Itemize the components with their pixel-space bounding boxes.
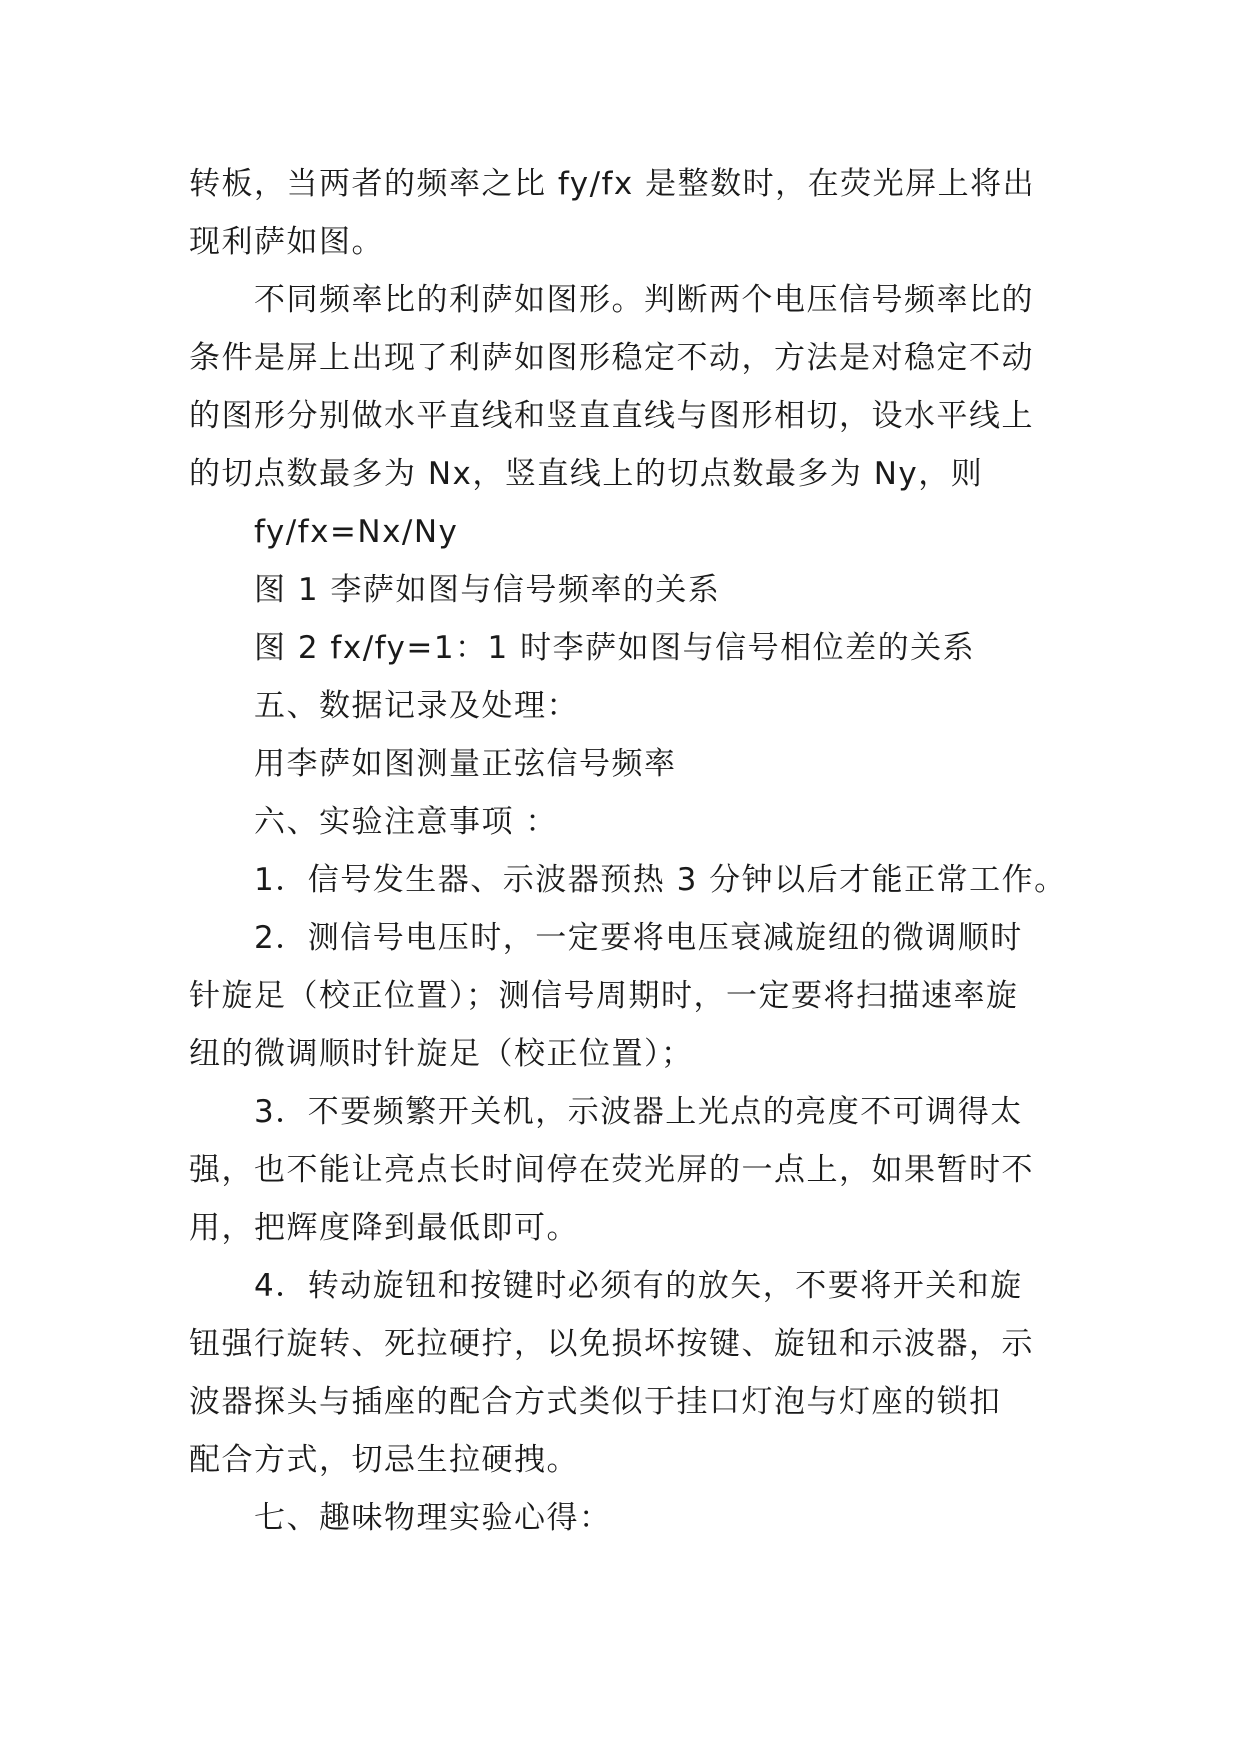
paragraph-line: 现利萨如图。 xyxy=(189,224,384,260)
list-item: 3．不要频繁开关机，示波器上光点的亮度不可调得太 xyxy=(254,1094,1023,1130)
paragraph-line: 用，把辉度降到最低即可。 xyxy=(189,1210,579,1246)
paragraph-line: 用李萨如图测量正弦信号频率 xyxy=(254,746,677,782)
section-heading: 七、趣味物理实验心得： xyxy=(254,1500,612,1536)
list-item: 4．转动旋钮和按键时必须有的放矢，不要将开关和旋 xyxy=(254,1268,1023,1304)
paragraph-line: 波器探头与插座的配合方式类似于挂口灯泡与灯座的锁扣 xyxy=(189,1384,1002,1420)
paragraph-line: 不同频率比的利萨如图形。判断两个电压信号频率比的 xyxy=(254,282,1034,318)
section-heading: 六、实验注意事项 ： xyxy=(254,804,558,840)
paragraph-line: 钮强行旋转、死拉硬拧，以免损坏按键、旋钮和示波器，示 xyxy=(189,1326,1034,1362)
paragraph-line: 转板，当两者的频率之比 fy/fx 是整数时，在荧光屏上将出 xyxy=(189,166,1036,202)
list-item: 1．信号发生器、示波器预热 3 分钟以后才能正常工作。 xyxy=(254,862,1067,898)
paragraph-line: 条件是屏上出现了利萨如图形稳定不动，方法是对稳定不动 xyxy=(189,340,1034,376)
paragraph-line: 纽的微调顺时针旋足（校正位置）； xyxy=(189,1036,694,1072)
section-heading: 五、数据记录及处理： xyxy=(254,688,579,724)
figure-caption: 图 1 李萨如图与信号频率的关系 xyxy=(254,572,721,608)
paragraph-line: 的图形分别做水平直线和竖直直线与图形相切，设水平线上 xyxy=(189,398,1034,434)
paragraph-line: 强，也不能让亮点长时间停在荧光屏的一点上，如果暂时不 xyxy=(189,1152,1034,1188)
formula-line: fy/fx=Nx/Ny xyxy=(254,514,459,550)
list-item: 2．测信号电压时，一定要将电压衰减旋纽的微调顺时 xyxy=(254,920,1023,956)
paragraph-line: 的切点数最多为 Nx，竖直线上的切点数最多为 Ny，则 xyxy=(189,456,984,492)
figure-caption: 图 2 fx/fy=1：1 时李萨如图与信号相位差的关系 xyxy=(254,630,976,666)
paragraph-line: 配合方式，切忌生拉硬拽。 xyxy=(189,1442,579,1478)
paragraph-line: 针旋足（校正位置）；测信号周期时，一定要将扫描速率旋 xyxy=(189,978,1019,1014)
